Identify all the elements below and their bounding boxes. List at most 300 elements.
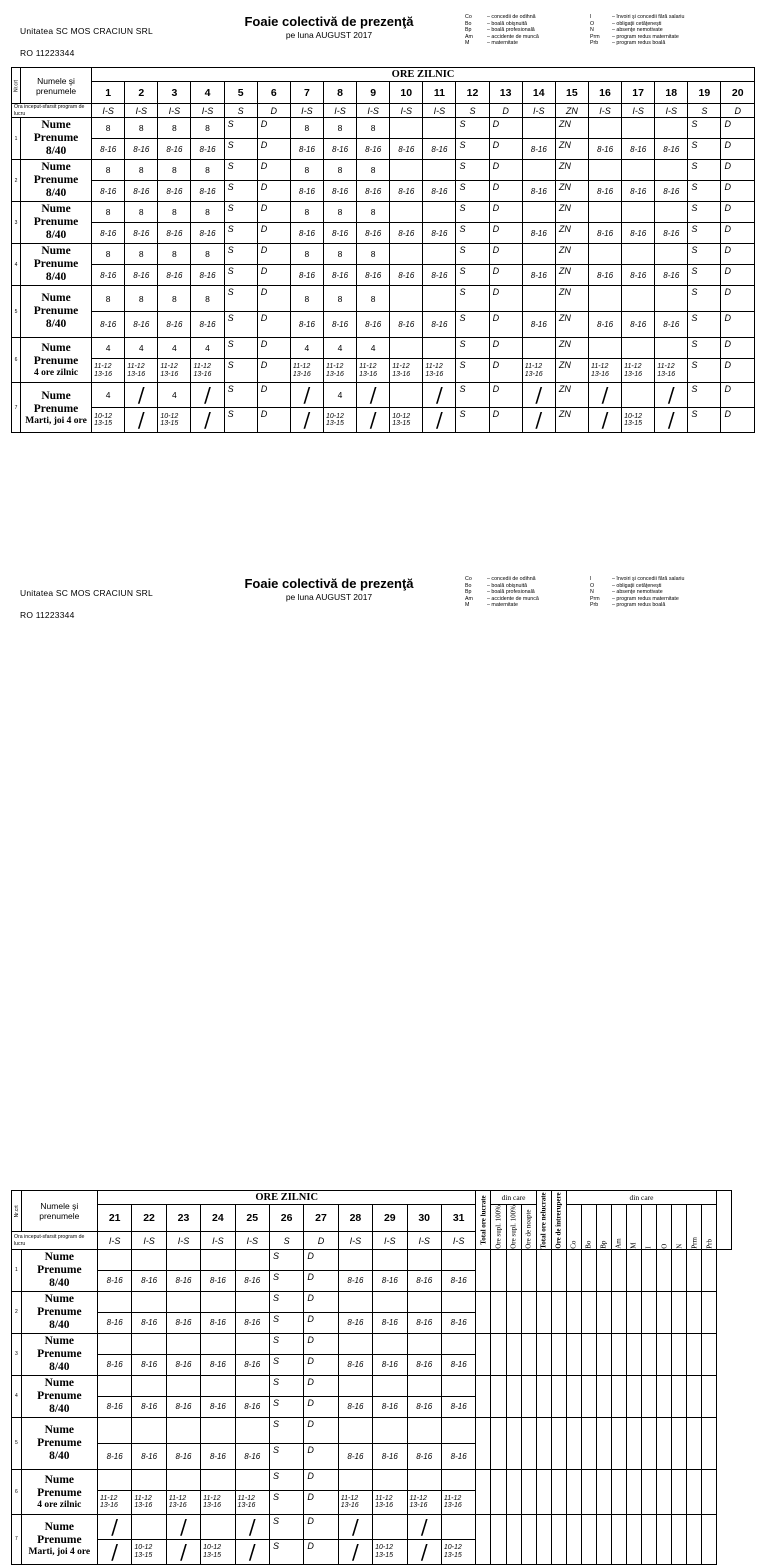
day-cell-S: S (688, 286, 721, 312)
interval-cell: 8-16 (92, 312, 125, 338)
summary-cell (702, 1291, 717, 1333)
hours-cell: 8 (323, 286, 356, 312)
schedule-code: S (269, 1232, 303, 1249)
summary-cell (581, 1514, 596, 1564)
slash-mark: / (357, 383, 390, 408)
interval-cell: 8-16 (373, 1270, 407, 1291)
day-cell-S: S (224, 118, 257, 139)
schedule-code: I-S (158, 104, 191, 118)
interval-1: 11-12 (392, 363, 410, 370)
day-cell-S: S (269, 1469, 303, 1490)
interval-cell: 8-16 (407, 1270, 441, 1291)
legend-text: – obligaţii cetăţeneşti (612, 582, 662, 589)
interval-cell: 8-16 (166, 1396, 200, 1417)
row-number: 4 (12, 244, 21, 286)
interval-2: 13-16 (127, 370, 146, 378)
summary-cell (702, 1249, 717, 1291)
hours-cell: 8 (357, 244, 390, 265)
interval-cell: 8-16 (235, 1354, 269, 1375)
company-ro-code: RO 11223344 (20, 610, 75, 620)
day-number: 28 (338, 1205, 372, 1232)
empty-cell (390, 118, 423, 139)
summary-cell (521, 1375, 536, 1417)
summary-cell (672, 1417, 687, 1469)
schedule-code: I-S (390, 104, 423, 118)
interval-2: 13-16 (392, 370, 411, 378)
interval-cell (357, 359, 390, 383)
summary-cell (657, 1291, 672, 1333)
day-cell-ZN: ZN (555, 223, 588, 244)
day-cell-D: D (304, 1291, 338, 1312)
interval-cell: 8-16 (125, 139, 158, 160)
day-cell-D: D (257, 244, 290, 265)
legend-text: – program redus maternitate (612, 595, 679, 602)
interval-cell: 8-16 (323, 265, 356, 286)
summary-cell (566, 1514, 581, 1564)
hours-cell: 8 (357, 118, 390, 139)
nr-crt-header: Nr.crt (12, 68, 21, 104)
hours-cell: 8 (92, 286, 125, 312)
employee-row (12, 1291, 755, 1312)
day-cell-D: D (721, 312, 755, 338)
interval-cell: 8-16 (338, 1270, 372, 1291)
interval-1: 10-12 (624, 412, 642, 420)
interval-cell: 8-16 (158, 265, 191, 286)
empty-cell (97, 1333, 131, 1354)
interval-cell: 8-16 (522, 223, 555, 244)
summary-cell (641, 1514, 656, 1564)
interval-cell: 8-16 (201, 1396, 235, 1417)
interval-cell: 8-16 (191, 312, 224, 338)
absence-code-header: Prb (702, 1205, 717, 1250)
schedule-code: ZN (555, 104, 588, 118)
absence-code-header: Co (566, 1205, 581, 1250)
legend-row (590, 40, 684, 47)
employee-prenume: Prenume (37, 1486, 82, 1499)
slash-mark: / (290, 383, 323, 408)
empty-cell (423, 118, 456, 139)
absence-code-header: Am (611, 1205, 626, 1250)
employee-name: Nume (44, 1334, 75, 1347)
employee-name: Nume (44, 1292, 75, 1305)
empty-cell (338, 1333, 372, 1354)
empty-cell (407, 1333, 441, 1354)
empty-cell (390, 383, 423, 408)
empty-cell (655, 160, 688, 181)
summary-cell (687, 1375, 702, 1417)
schedule-code: I-S (338, 1232, 372, 1249)
interval-cell: 8-16 (622, 181, 655, 202)
day-cell-S: S (269, 1514, 303, 1539)
legend-row (465, 596, 539, 603)
row-number: 5 (12, 1417, 22, 1469)
interval-cell: 8-16 (191, 181, 224, 202)
empty-cell (423, 202, 456, 223)
interval-2: 13-15 (325, 420, 344, 427)
schedule-code: I-S (97, 1232, 131, 1249)
legend-text: – boală profesională (487, 27, 535, 34)
day-cell-D: D (721, 118, 755, 139)
interval-cell: 8-16 (588, 312, 621, 338)
summary-cell (672, 1291, 687, 1333)
empty-cell (423, 160, 456, 181)
hours-cell: 8 (92, 202, 125, 223)
company-name: Unitatea SC MOS CRACIUN SRL (20, 26, 153, 36)
interval-cell: 8-16 (622, 312, 655, 338)
interval-cell: 8-16 (338, 1354, 372, 1375)
summary-cell (596, 1291, 611, 1333)
schedule-code: I-S (357, 104, 390, 118)
day-number: 21 (97, 1205, 131, 1232)
empty-cell (522, 118, 555, 139)
interval-cell: 8-16 (125, 312, 158, 338)
day-cell-S: S (688, 160, 721, 181)
legend-code: Bo (465, 20, 472, 27)
empty-cell (522, 202, 555, 223)
company-name: Unitatea SC MOS CRACIUN SRL (20, 588, 153, 598)
legend-row (590, 583, 684, 590)
summary-cell (566, 1469, 581, 1514)
interval-cell: 8-16 (323, 181, 356, 202)
summary-cell (611, 1291, 626, 1333)
interval-cell: 8-16 (441, 1396, 476, 1417)
day-cell-D: D (721, 181, 755, 202)
day-cell-D: D (489, 383, 522, 408)
empty-cell (441, 1333, 476, 1354)
schedule-code: I-S (235, 1232, 269, 1249)
employee-name-cell (21, 1291, 97, 1333)
legend-code: O (590, 582, 595, 589)
empty-cell (622, 286, 655, 312)
interval-2: 13-16 (425, 370, 444, 378)
hours-cell: 4 (323, 338, 356, 359)
slash-mark: / (407, 1514, 441, 1539)
summary-cell (581, 1333, 596, 1375)
summary-cell (641, 1375, 656, 1417)
empty-cell (373, 1375, 407, 1396)
interval-cell: 8-16 (158, 181, 191, 202)
day-cell-D: D (304, 1249, 338, 1270)
summary-cell (566, 1375, 581, 1417)
hours-cell: 4 (92, 383, 125, 408)
legend-code: Bp (465, 27, 472, 34)
day-cell-D: D (721, 359, 755, 383)
empty-cell (390, 338, 423, 359)
legend-row (590, 14, 684, 21)
day-cell-S: S (269, 1333, 303, 1354)
empty-cell (132, 1291, 166, 1312)
ore-zilnic-header: ORE ZILNIC (92, 68, 755, 82)
employee-prenume: Prenume (37, 1263, 82, 1276)
interval-cell: 8-16 (125, 223, 158, 244)
empty-cell (588, 118, 621, 139)
ore-noapte-header: Ore de noapte (521, 1205, 536, 1250)
summary-cell (506, 1514, 521, 1564)
legend-row (590, 27, 684, 34)
interval-2: 13-15 (160, 420, 179, 427)
interval-cell: 8-16 (373, 1443, 407, 1469)
hours-cell: 8 (125, 286, 158, 312)
interval-cell: 8-16 (97, 1354, 131, 1375)
day-cell-ZN: ZN (555, 118, 588, 139)
interval-1: 10-12 (134, 1544, 153, 1552)
interval-1: 11-12 (160, 363, 178, 370)
interval-2: 13-16 (524, 370, 543, 378)
day-cell-S: S (224, 383, 257, 408)
interval-cell: 8-16 (166, 1443, 200, 1469)
interval-1: 11-12 (443, 1494, 462, 1502)
interval-cell (441, 1490, 476, 1514)
summary-cell (687, 1291, 702, 1333)
legend-code: Bo (465, 582, 472, 589)
legend-row (590, 602, 684, 609)
blank-col-header (717, 1191, 732, 1250)
day-cell-D: D (721, 338, 755, 359)
slash-mark: / (191, 408, 224, 433)
day-cell-D: D (721, 244, 755, 265)
legend-code: Prb (590, 602, 599, 609)
empty-cell (441, 1469, 476, 1490)
interval-1: 11-12 (624, 363, 642, 370)
hours-cell: 8 (92, 118, 125, 139)
hours-cell: 4 (125, 338, 158, 359)
interval-cell: 8-16 (338, 1396, 372, 1417)
summary-cell (506, 1333, 521, 1375)
day-cell-S: S (224, 244, 257, 265)
summary-cell (491, 1291, 506, 1333)
summary-cell (641, 1291, 656, 1333)
interval-cell: 8-16 (338, 1443, 372, 1469)
din-care-header: din care (491, 1191, 536, 1205)
legend-row (590, 21, 684, 28)
summary-cell (611, 1249, 626, 1291)
employee-norma: 8/40 (49, 1276, 70, 1289)
day-cell-S: S (224, 265, 257, 286)
day-number: 2 (125, 82, 158, 104)
day-number: 6 (257, 82, 290, 104)
interval-cell (390, 359, 423, 383)
interval-cell: 8-16 (357, 139, 390, 160)
employee-name: Nume (41, 342, 71, 354)
day-cell-S: S (456, 160, 489, 181)
interval-cell: 8-16 (166, 1270, 200, 1291)
day-cell-S: S (456, 118, 489, 139)
hours-cell: 4 (158, 338, 191, 359)
employee-row (12, 1514, 755, 1539)
interval-cell: 8-16 (166, 1312, 200, 1333)
hours-cell: 8 (357, 202, 390, 223)
employee-name: Nume (44, 1473, 75, 1486)
summary-cell (536, 1333, 551, 1375)
interval-cell (132, 1490, 166, 1514)
legend-text: – absenţe nemotivate (612, 589, 663, 596)
day-number: 30 (407, 1205, 441, 1232)
employee-row (12, 1417, 755, 1443)
day-cell-D: D (304, 1490, 338, 1514)
employee-name: Nume (41, 119, 71, 131)
day-cell-S: S (688, 118, 721, 139)
empty-cell (655, 286, 688, 312)
employee-name-cell (21, 338, 92, 383)
day-cell-D: D (257, 160, 290, 181)
empty-cell (588, 244, 621, 265)
empty-cell (373, 1291, 407, 1312)
interval-cell: 8-16 (158, 223, 191, 244)
employee-row (12, 118, 755, 139)
summary-cell (657, 1469, 672, 1514)
day-cell-D: D (489, 408, 522, 433)
empty-cell (373, 1417, 407, 1443)
employee-norma: 8/40 (49, 1402, 70, 1415)
interval-2: 13-16 (193, 370, 212, 378)
employee-prenume: Prenume (33, 402, 79, 415)
empty-cell (407, 1291, 441, 1312)
summary-cell (476, 1417, 491, 1469)
empty-cell (201, 1375, 235, 1396)
interval-cell: 8-16 (390, 265, 423, 286)
empty-cell (201, 1333, 235, 1354)
legend-code: N (590, 589, 594, 596)
empty-cell (407, 1375, 441, 1396)
hours-cell: 8 (191, 160, 224, 181)
interval-cell: 8-16 (423, 223, 456, 244)
interval-cell: 8-16 (622, 265, 655, 286)
employee-row-interval (12, 312, 755, 338)
interval-1: 11-12 (340, 1494, 359, 1502)
interval-cell: 8-16 (522, 181, 555, 202)
interval-1: 11-12 (409, 1494, 427, 1502)
interval-cell: 8-16 (201, 1270, 235, 1291)
slash-mark: / (235, 1539, 269, 1564)
day-number: 9 (357, 82, 390, 104)
interval-cell (323, 359, 356, 383)
legend-code: Prm (590, 595, 600, 602)
legend-row (465, 576, 539, 583)
row-number: 1 (12, 1249, 22, 1291)
interval-cell (655, 359, 688, 383)
slash-mark: / (97, 1539, 131, 1564)
interval-cell (290, 359, 323, 383)
day-cell-S: S (224, 286, 257, 312)
schedule-code: D (257, 104, 290, 118)
employee-row-interval (12, 408, 755, 433)
employee-name-cell (21, 160, 92, 202)
day-cell-D: D (721, 408, 755, 433)
empty-cell (373, 1514, 407, 1539)
day-number: 16 (588, 82, 621, 104)
interval-cell (441, 1539, 476, 1564)
legend-text: – învoiri şi concedii fără salariu (612, 14, 685, 20)
day-cell-ZN: ZN (555, 181, 588, 202)
day-number: 29 (373, 1205, 407, 1232)
interval-1: 10-12 (160, 412, 179, 420)
employee-norma: 8/40 (45, 271, 67, 283)
employee-norma: 8/40 (45, 187, 67, 199)
legend-code: O (590, 20, 595, 27)
interval-cell: 8-16 (97, 1443, 131, 1469)
legend-text: – accidente de muncă (487, 33, 539, 40)
interval-cell: 8-16 (92, 223, 125, 244)
interval-2: 13-16 (168, 1502, 187, 1510)
hours-cell: 8 (290, 286, 323, 312)
interval-cell: 8-16 (323, 139, 356, 160)
ore-supl-header: Ore supl. 100% (491, 1205, 506, 1250)
interval-2: 13-16 (203, 1502, 222, 1510)
interval-2: 13-16 (443, 1502, 462, 1510)
day-cell-S: S (269, 1417, 303, 1443)
employee-name-cell (21, 1249, 97, 1291)
day-cell-D: D (257, 181, 290, 202)
summary-cell (551, 1514, 566, 1564)
day-cell-S: S (456, 202, 489, 223)
empty-cell (390, 160, 423, 181)
empty-cell (588, 202, 621, 223)
interval-cell: 8-16 (441, 1354, 476, 1375)
ore-intrerupere-header: Ore de întrerupere (551, 1191, 566, 1250)
empty-cell (97, 1291, 131, 1312)
schedule-code: D (304, 1232, 338, 1249)
hours-cell: 4 (323, 383, 356, 408)
day-cell-S: S (456, 408, 489, 433)
legend-code: I (590, 14, 592, 20)
summary-cell (566, 1249, 581, 1291)
empty-cell (622, 118, 655, 139)
interval-cell: 8-16 (441, 1312, 476, 1333)
day-number: 13 (489, 82, 522, 104)
interval-cell: 8-16 (423, 312, 456, 338)
hours-cell: 8 (290, 118, 323, 139)
summary-cell (551, 1291, 566, 1333)
day-cell-S: S (688, 244, 721, 265)
interval-2: 13-15 (443, 1551, 462, 1559)
summary-cell (506, 1249, 521, 1291)
interval-cell: 8-16 (132, 1396, 166, 1417)
interval-cell: 8-16 (390, 181, 423, 202)
interval-1: 11-12 (237, 1494, 255, 1502)
interval-cell: 8-16 (290, 223, 323, 244)
day-cell-ZN: ZN (555, 244, 588, 265)
empty-cell (166, 1291, 200, 1312)
interval-2: 13-15 (392, 420, 411, 427)
schedule-code: I-S (423, 104, 456, 118)
interval-cell: 8-16 (92, 265, 125, 286)
legend-right (590, 576, 684, 609)
empty-cell (407, 1469, 441, 1490)
interval-cell: 8-16 (390, 223, 423, 244)
empty-cell (132, 1333, 166, 1354)
timesheet-table-days-1-20 (11, 67, 755, 433)
day-cell-D: D (489, 244, 522, 265)
day-number: 3 (158, 82, 191, 104)
interval-cell: 8-16 (622, 139, 655, 160)
hours-cell: 4 (92, 338, 125, 359)
employee-name-cell (21, 244, 92, 286)
interval-1: 11-12 (325, 363, 344, 370)
day-cell-D: D (257, 223, 290, 244)
legend-row (465, 602, 539, 609)
summary-cell (491, 1375, 506, 1417)
day-number: 15 (555, 82, 588, 104)
schedule-code: I-S (132, 1232, 166, 1249)
employee-name-cell (21, 1333, 97, 1375)
hours-cell: 8 (125, 244, 158, 265)
day-cell-S: S (456, 383, 489, 408)
day-cell-D: D (489, 286, 522, 312)
empty-cell (97, 1249, 131, 1270)
day-cell-S: S (688, 223, 721, 244)
empty-cell (622, 202, 655, 223)
summary-cell (596, 1417, 611, 1469)
